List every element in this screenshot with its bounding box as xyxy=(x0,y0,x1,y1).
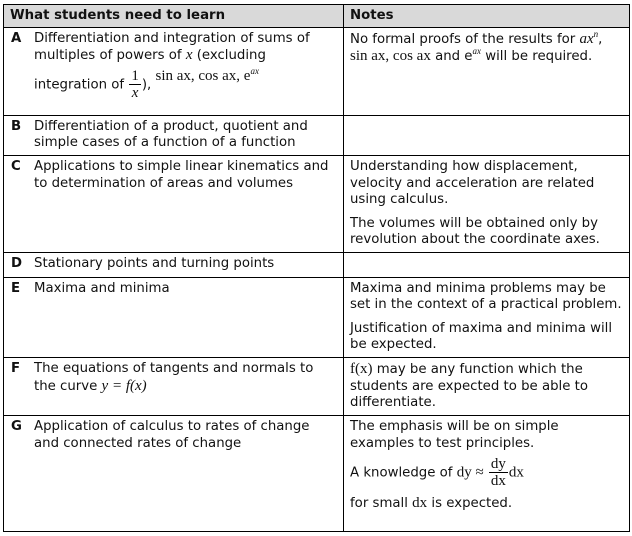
notes-cell xyxy=(344,416,630,532)
header-notes: Notes xyxy=(344,5,630,28)
learn-text: Application of calculus to rates of change and connected rates of change xyxy=(34,419,310,451)
note-paragraph: The emphasis will be on simple examples to test principles. xyxy=(350,419,559,451)
header-learn: What students need to learn xyxy=(4,5,344,28)
frac-numerator: dy xyxy=(490,455,506,472)
fraction-dy-dx xyxy=(489,456,508,489)
syllabus-table xyxy=(3,4,630,532)
math-expression: dy ≈ xyxy=(456,464,484,481)
frac-numerator: 1 xyxy=(131,68,139,85)
math-funcs-text: sin ax, cos ax, e xyxy=(155,67,251,84)
note-paragraph: Understanding how displacement, velocity and acceleration are related using calculus. xyxy=(350,159,595,207)
table-row xyxy=(4,416,630,532)
math-expression: dx xyxy=(508,464,524,481)
row-letter: B xyxy=(11,119,22,134)
learn-cell xyxy=(4,277,344,358)
notes-cell xyxy=(344,253,630,277)
math-expression: dx xyxy=(412,494,428,511)
notes-cell xyxy=(344,156,630,253)
learn-cell xyxy=(4,416,344,532)
math-var: x xyxy=(185,47,193,64)
learn-cell xyxy=(4,28,344,116)
learn-text-line xyxy=(34,378,337,395)
table-row xyxy=(4,358,630,416)
row-letter: F xyxy=(11,361,21,377)
notes-cell xyxy=(344,116,630,156)
note-line: No formal proofs of the results for $ax^n$, xyxy=(350,29,603,47)
learn-text: Stationary points and turning points xyxy=(34,256,275,272)
text-fragment: multiples of powers of xyxy=(34,48,182,64)
text-fragment: is expected. xyxy=(431,495,513,511)
note-paragraph: The volumes will be obtained only by revolution about the coordinate axes. xyxy=(350,216,600,248)
learn-cell xyxy=(4,253,344,277)
row-letter: D xyxy=(11,256,23,272)
math-funcs: sin ax, cos ax xyxy=(350,48,431,65)
frac-denominator: x xyxy=(131,85,139,102)
row-letter: G xyxy=(11,419,22,435)
learn-text-line: The equations of tangents and normals to xyxy=(34,361,314,377)
table-row xyxy=(4,156,630,253)
math-expression: y = f(x) xyxy=(101,377,147,394)
note-paragraph xyxy=(350,495,623,512)
learn-text-line: Differentiation and integration of sums of xyxy=(34,31,310,46)
row-letter: A xyxy=(11,31,22,46)
text-fragment: ), xyxy=(141,77,152,93)
math-expression: f(x) xyxy=(350,361,373,378)
text-fragment: A knowledge of xyxy=(350,465,453,481)
fraction-one-over-x xyxy=(129,68,141,101)
row-letter: C xyxy=(11,159,21,175)
learn-cell xyxy=(4,116,344,156)
math-var xyxy=(579,31,598,47)
note-formula-line xyxy=(350,456,623,489)
table-row xyxy=(4,28,630,116)
note-line xyxy=(350,48,623,65)
learn-text: Differentiation of a product, quotient and simple cases of a function of a function xyxy=(34,119,308,151)
learn-text: Maxima and minima xyxy=(34,280,170,296)
text-fragment: No formal proofs of the results for xyxy=(350,32,576,47)
learn-text-line xyxy=(34,47,337,64)
note-paragraph: Justification of maxima and minima will be expected. xyxy=(350,321,613,353)
table-row xyxy=(4,116,630,156)
math-sup: ax xyxy=(472,46,481,57)
row-letter: E xyxy=(11,280,21,296)
math-funcs xyxy=(155,65,259,84)
text-fragment: the curve xyxy=(34,378,98,394)
frac-denominator: dx xyxy=(490,472,506,489)
learn-text: Applications to simple linear kinematics and to determination of areas and volumes xyxy=(34,159,329,191)
text-fragment: will be required. xyxy=(485,49,593,65)
note-text: may be any function which the students are expected to be able to differentiate. xyxy=(350,362,588,410)
math-sup: ax xyxy=(250,65,259,76)
math-sup: n xyxy=(593,29,599,39)
math-var-text: ax xyxy=(579,31,594,47)
text-fragment: and e xyxy=(435,49,473,65)
notes-cell xyxy=(344,277,630,358)
learn-text-line xyxy=(34,65,337,102)
text-fragment: (excluding xyxy=(196,48,266,64)
learn-cell xyxy=(4,358,344,416)
note-paragraph: Maxima and minima problems may be set in the context of a practical problem. xyxy=(350,280,622,312)
table-row xyxy=(4,277,630,358)
notes-cell xyxy=(344,358,630,416)
text-fragment: integration of xyxy=(34,77,125,93)
notes-cell xyxy=(344,28,630,116)
table-row xyxy=(4,253,630,277)
text-fragment: for small xyxy=(350,495,408,511)
table-header-row xyxy=(4,5,630,28)
learn-cell xyxy=(4,156,344,253)
